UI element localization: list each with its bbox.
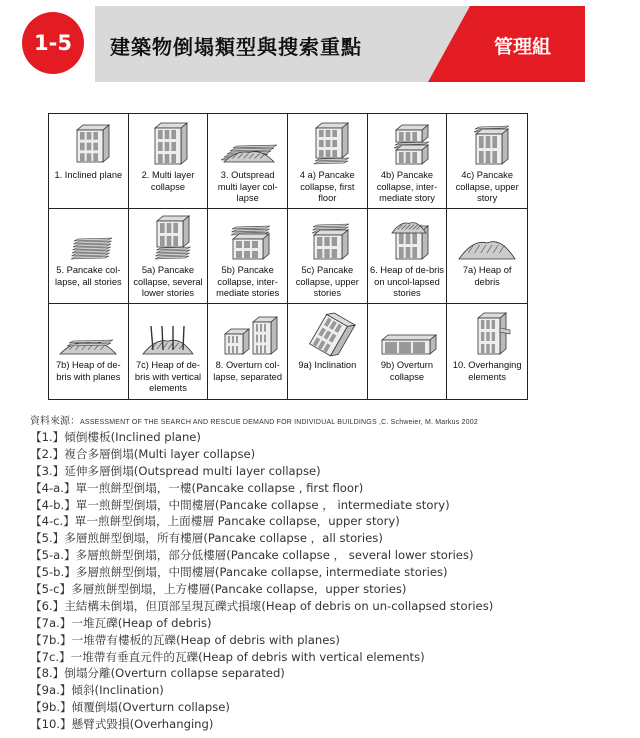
collapse-type-cell (49, 209, 129, 304)
collapse-type-caption: 9b) Overturn collapse (380, 360, 434, 382)
overturn-separated-icon (217, 310, 279, 358)
collapse-types-table (48, 113, 528, 400)
list-item: 【2.】複合多層倒塌(Multi layer collapse) (30, 446, 256, 461)
pancake-several-lower-icon (137, 215, 199, 263)
collapse-type-cell (49, 114, 129, 209)
heap-vertical-elements-icon (137, 310, 199, 358)
collapse-type-cell (129, 304, 209, 399)
list-item: 【4-a.】單一煎餅型倒塌，一樓(Pancake collapse , first floor) (30, 480, 364, 495)
pancake-intermediate-icon (376, 120, 438, 168)
collapse-type-caption: 6. Heap of de-bris on uncol-lapsed stories (370, 265, 444, 298)
collapse-type-caption: 5c) Pancake collapse, upper stories (295, 265, 359, 298)
collapse-type-cell (208, 114, 288, 209)
collapse-type-cell (368, 304, 448, 399)
page-title: 建築物倒塌類型與搜索重點 (110, 35, 362, 59)
pancake-intermediate-stories-icon (217, 215, 279, 263)
list-item: 【9b.】傾覆倒塌(Overturn collapse) (30, 700, 230, 715)
list-item: 【5.】多層煎餅型倒塌，所有樓層(Pancake collapse ，all stories) (30, 531, 383, 546)
collapse-type-caption: 7c) Heap of de-bris with vertical elements (134, 360, 202, 393)
collapse-type-caption: 2. Multi layer collapse (141, 170, 195, 192)
collapse-type-cell (208, 304, 288, 399)
pancake-upper-stories-icon (296, 215, 358, 263)
overturn-collapse-icon (376, 310, 438, 358)
collapse-type-caption: 10. Overhanging elements (452, 360, 522, 382)
heap-of-debris-icon (456, 215, 518, 263)
collapse-type-cell (447, 209, 527, 304)
list-item: 【7c.】一堆帶有垂直元件的瓦礫(Heap of debris with vertical elements) (30, 649, 425, 664)
pancake-upper-icon (456, 120, 518, 168)
collapse-type-caption: 4b) Pancake collapse, inter-mediate story (376, 170, 438, 203)
collapse-type-cell (129, 209, 209, 304)
heap-with-planes-icon (57, 310, 119, 358)
source-citation (30, 412, 478, 427)
collapse-type-caption: 4c) Pancake collapse, upper story (455, 170, 519, 203)
collapse-type-caption: 7b) Heap of de-bris with planes (56, 360, 121, 382)
pancake-first-floor-icon (296, 120, 358, 168)
list-item: 【5-a.】多層煎餅型倒塌，部分低樓層(Pancake collapse ， several lower stories) (30, 548, 474, 563)
collapse-type-caption: 5. Pancake col-lapse, all stories (54, 265, 122, 287)
list-item: 【5-b.】多層煎餅型倒塌，中間樓層(Pancake collapse, intermediate stories) (30, 565, 448, 580)
list-item: 【9a.】傾斜(Inclination) (30, 683, 164, 698)
collapse-type-cell (208, 209, 288, 304)
collapse-type-cell (288, 304, 368, 399)
collapse-type-cell (368, 209, 448, 304)
collapse-type-caption: 1. Inclined plane (54, 170, 123, 180)
list-item: 【6.】主結構未倒塌，但頂部呈現瓦礫式損壞(Heap of debris on un-collapsed stories) (30, 598, 494, 613)
outspread-collapse-icon (217, 120, 279, 168)
inclined-plane-icon (57, 120, 119, 168)
multi-layer-collapse-icon (137, 120, 199, 168)
collapse-type-cell (49, 304, 129, 399)
collapse-type-caption: 3. Outspread multi layer col-lapse (217, 170, 278, 203)
list-item: 【5-c】多層煎餅型倒塌，上方樓層(Pancake collapse，upper stories) (30, 582, 407, 597)
section-number-badge: 1-5 (22, 12, 84, 74)
collapse-type-cell (288, 209, 368, 304)
collapse-type-cell (368, 114, 448, 209)
page-header (0, 0, 640, 90)
collapse-type-cell (447, 304, 527, 399)
list-item: 【1.】傾倒樓板(Inclined plane) (30, 430, 201, 444)
list-item: 【4-b.】單一煎餅型倒塌，中間樓層(Pancake collapse ， intermediate story) (30, 497, 450, 512)
collapse-type-caption: 5a) Pancake collapse, several lower stories (133, 265, 203, 298)
collapse-types-list (30, 429, 630, 733)
source-text: ASSESSMENT OF THE SEARCH AND RESCUE DEMAND FOR INDIVIDUAL BUILDINGS ,C. Schweier, M. Markus 2002 (80, 419, 478, 426)
source-label: 資料來源： (30, 416, 80, 427)
list-item: 【4-c.】單一煎餅型倒塌，上面樓層 Pancake collapse，upper story) (30, 514, 400, 529)
group-tag-label: 管理組 (494, 36, 552, 58)
collapse-type-caption: 8. Overturn col-lapse, separated (213, 360, 283, 382)
list-item: 【8.】倒塌分離(Overturn collapse separated) (30, 666, 285, 681)
collapse-type-cell (447, 114, 527, 209)
collapse-type-cell (288, 114, 368, 209)
collapse-type-caption: 9a) Inclination (298, 360, 357, 370)
list-item: 【7b.】一堆帶有樓板的瓦礫(Heap of debris with planes) (30, 632, 340, 647)
collapse-type-caption: 4 a) Pancake collapse, first floor (299, 170, 355, 203)
collapse-type-caption: 7a) Heap of debris (462, 265, 512, 287)
inclination-icon (296, 310, 358, 358)
collapse-type-caption: 5b) Pancake collapse, inter-mediate stories (216, 265, 280, 298)
list-item: 【10.】懸臂式毀損(Overhanging) (30, 717, 214, 732)
pancake-all-icon (57, 215, 119, 263)
list-item: 【3.】延伸多層倒塌(Outspread multi layer collapse) (30, 463, 321, 478)
collapse-type-cell (129, 114, 209, 209)
list-item: 【7a.】一堆瓦礫(Heap of debris) (30, 615, 212, 630)
heap-on-uncollapsed-icon (376, 215, 438, 263)
overhanging-elements-icon (456, 310, 518, 358)
